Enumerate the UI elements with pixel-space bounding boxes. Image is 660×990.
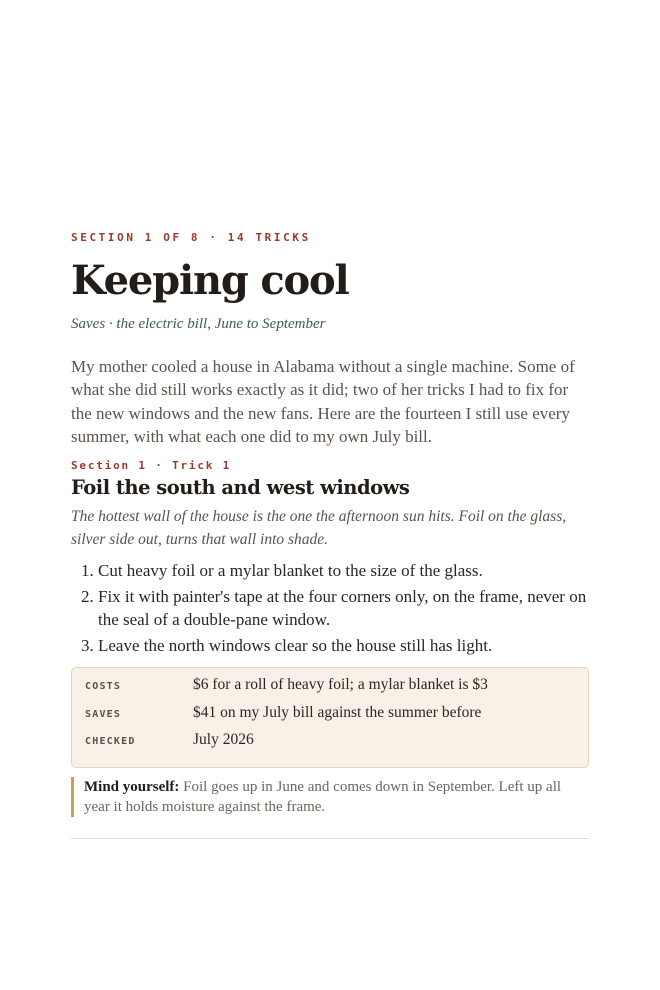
trick-label: Section 1 · Trick 1 — [71, 459, 232, 473]
section-divider — [71, 838, 589, 839]
fact-row-saves — [85, 704, 575, 732]
step-item: 3. Leave the north windows clear so the house still has light. — [98, 634, 589, 658]
fact-key: CHECKED — [85, 736, 136, 748]
fact-key: SAVES — [85, 708, 122, 720]
note-text: Foil goes up in June and comes down in September. Left up all year it holds moisture against the frame. — [84, 778, 562, 815]
trick-steps — [71, 559, 589, 657]
intro-paragraph: My mother cooled a house in Alabama without a single machine. Some of what she did still works exactly as it did; two of her tricks I had to fix for the new windows and the new fans. Here are the fourteen I still use every summer, with what each one did to my own July bill. — [71, 357, 575, 446]
fact-key: COSTS — [85, 681, 122, 693]
fact-row-costs — [85, 676, 575, 704]
trick-lede: The hottest wall of the house is the one the afternoon sun hits. Foil on the glass, silver side out, turns that wall into shade. — [71, 508, 567, 548]
page-title: Keeping cool — [71, 257, 349, 304]
section-kicker: SECTION 1 OF 8 · 14 TRICKS — [71, 231, 311, 244]
fact-value: July 2026 — [193, 731, 254, 749]
page-subtitle: Saves · the electric bill, June to September — [71, 316, 326, 332]
fact-value: $41 on my July bill against the summer before — [193, 703, 482, 721]
fact-row-checked — [85, 731, 575, 759]
caution-note — [71, 777, 589, 817]
trick-title: Foil the south and west windows — [71, 476, 410, 500]
trick-card — [71, 459, 589, 817]
facts-box — [71, 667, 589, 768]
page-content — [71, 231, 589, 839]
note-lead: Mind yourself: — [84, 778, 180, 795]
step-item: 1. Cut heavy foil or a mylar blanket to the size of the glass. — [98, 559, 589, 583]
step-item: 2. Fix it with painter's tape at the four corners only, on the frame, never on the seal of a double-pane window. — [98, 585, 589, 632]
fact-value: $6 for a roll of heavy foil; a mylar blanket is $3 — [193, 676, 488, 694]
